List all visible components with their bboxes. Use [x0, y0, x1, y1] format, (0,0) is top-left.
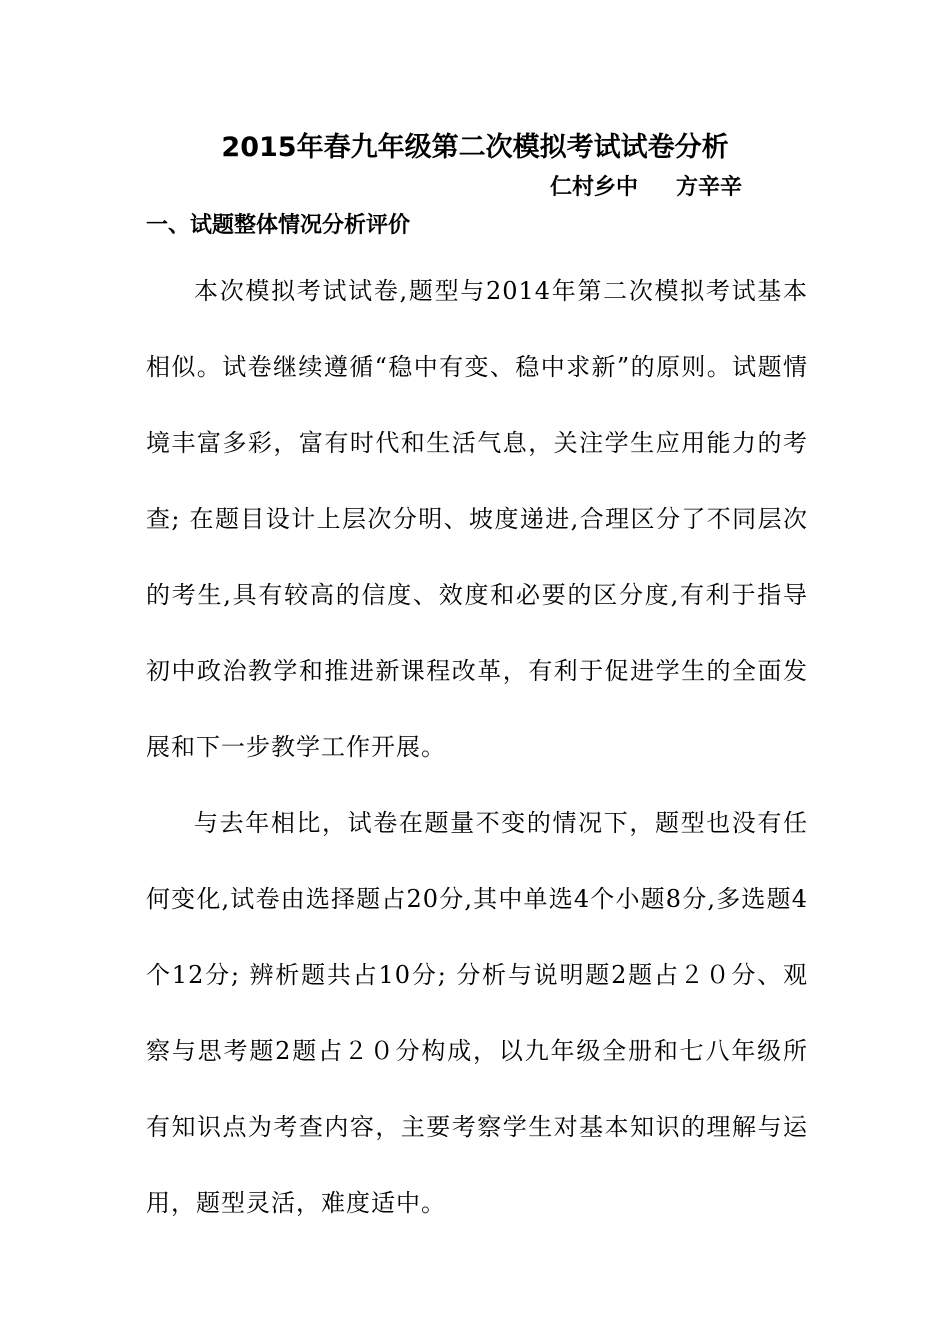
author-school: 仁村乡中 [549, 175, 638, 200]
section-heading: 一、试题整体情况分析评价 [146, 213, 411, 238]
section-body [146, 253, 808, 1241]
paragraph-1: 本次模拟考试试卷,题型与2014年第二次模拟考试基本相似。试卷继续遵循“稳中有变、稳中求新”的原则。试题情境丰富多彩，富有时代和生活气息，关注学生应用能力的考查; 在题目设计上层次分明、坡度递进,合理区分了不同层次的考生,具有较高的信度、效度和必要的区分度,有利于指导初中政治教学和推进新课程改革，有利于促进学生的全面发展和下一步教学工作开展。 [146, 277, 808, 761]
document-title: 2015年春九年级第二次模拟考试试卷分析 [221, 132, 729, 163]
paragraph-2: 与去年相比，试卷在题量不变的情况下，题型也没有任何变化,试卷由选择题占20分,其中单选4个小题8分,多选题4个12分; 辨析题共占10分; 分析与说明题2题占２０分、观察与思考题2题占２０分构成，以九年级全册和七八年级所有知识点为考查内容，主要考察学生对基本知识的理解与运用，题型灵活，难度适中。 [146, 809, 808, 1217]
author-name: 方辛辛 [675, 175, 742, 200]
author-line [550, 170, 742, 206]
